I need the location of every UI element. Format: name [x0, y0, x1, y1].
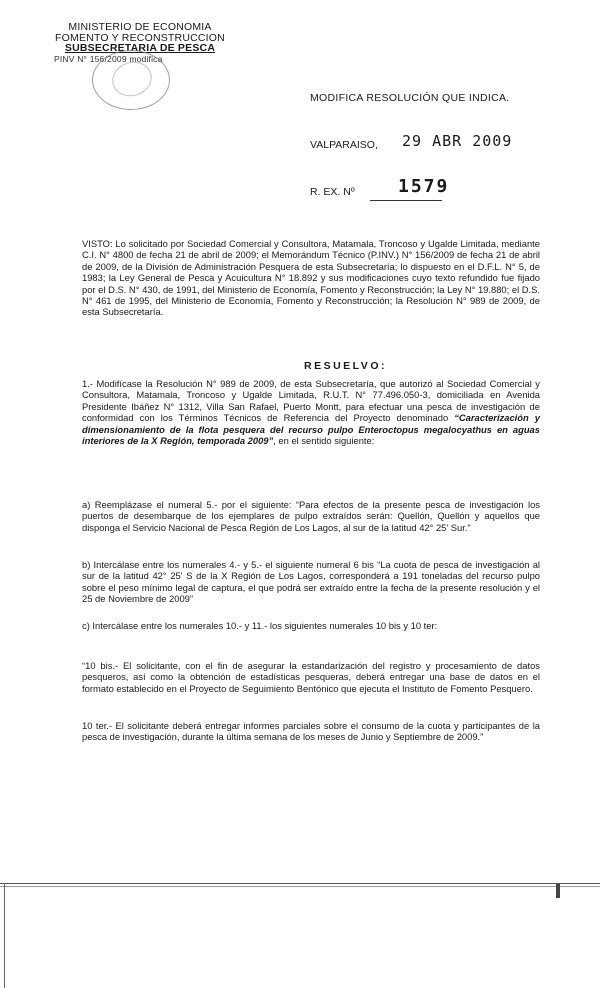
project-title: “Caracterización y dimensionamiento de la flota pesquera del recurso pulpo Enteroctopus megalocyathus en aguas interiores de la X Región, temporada 2009”: [82, 412, 540, 447]
item-a-paragraph: a) Reemplázase el numeral 5.- por el siguiente: “Para efectos de la presente pesca de investigación los puertos de desembarque de los ejemplares de pulpo extraídos serán: Quellón, Quellón y aquellos que disponga el Servicio Nacional de Pesca Región de Los Lagos, al sur de la latitud 42° 25' Sur.”: [82, 499, 540, 533]
item-c-paragraph: c) Intercálase entre los numerales 10.- y 11.- los siguientes numerales 10 bis y 10 ter:: [82, 620, 438, 631]
item-b-paragraph: b) Intercálase entre los numerales 4.- y 5.- el siguiente numeral 6 bis “La cuota de pesca de investigación al sur de la latitud 42° 25' S de la X Región de Los Lagos, corresponderá a 191 toneladas del recurso pulpo sobre el peso mínimo legal de captura, el que podrá ser extraído entre la fecha de la presente resolución y el 25 de Noviembre de 2009”: [82, 559, 540, 605]
ministry-line: MINISTERIO DE ECONOMIA: [68, 21, 212, 33]
numeral-10-ter: 10 ter.- El solicitante deberá entregar informes parciales sobre el consumo de la cuota y participantes de la pesca de investigación, durante la última semana de los meses de Junio y Septiembre de 2009.”: [82, 720, 540, 743]
resuelvo-heading: RESUELVO:: [304, 360, 387, 372]
visto-paragraph: VISTO: Lo solicitado por Sociedad Comercial y Consultora, Matamala, Troncoso y Ugalde Limitada, mediante C.I. N° 4800 de fecha 21 de abril de 2009; el Memorándum Técnico (P.INV.) N° 156/2009 de fecha 21 de abril de 2009, de la División de Administración Pesquera de esta Subsecretaría; lo dispuesto en el D.F.L. N° 5, de 1983; la Ley General de Pesca y Acuicultura N° 18.892 y sus modificaciones cuyo texto refundido fue fijado por el D.S. N° 430, de 1991, del Ministerio de Economía, Fomento y Reconstrucción; la Ley N° 19.880; el D.S. N° 461 de 1995, del Ministerio de Economía, Fomento y Reconstrucción; la Resolución N° 989 de 2009, de esta Subsecretaría.: [82, 238, 540, 318]
rex-label: R. EX. Nº: [310, 186, 355, 198]
article-1-text: 1.- Modifícase la Resolución N° 989 de 2009, de esta Subsecretaría, que autorizó al Sociedad Comercial y Consultora, Matamala, Troncoso y Ugalde Limitada, R.U.T. N° 77.496.050-3, domiciliada en Avenida Presidente Ibáñez N° 1312, Villa San Rafael, Puerto Montt, para efectuar una pesca de investigación de conformidad con los Términos Técnicos de Referencia del Proyecto denominado: [82, 378, 540, 424]
document-subject: MODIFICA RESOLUCIÓN QUE INDICA.: [310, 92, 510, 104]
subsecretaria-line: SUBSECRETARIA DE PESCA: [64, 42, 216, 54]
article-1-tail: , en el sentido siguiente:: [273, 435, 375, 447]
numeral-10-bis: “10 bis.- El solicitante, con el fin de asegurar la estandarización del registro y procesamiento de datos pesqueros, así como la obtención de estadísticas pesqueras, deberá entregar una base de datos en el formato establecido en el Proyecto de Seguimiento Bentónico que ejecuta el Instituto de Fomento Pesquero.: [82, 660, 540, 694]
scan-mark: [556, 884, 560, 898]
scan-edge-line: [0, 883, 600, 884]
rex-underline: [370, 200, 442, 201]
ministry-line-2: FOMENTO Y RECONSTRUCCION: [55, 31, 225, 44]
rex-number: 1579: [398, 176, 450, 197]
scan-edge-line-2: [0, 886, 600, 887]
place-label: VALPARAISO,: [310, 139, 378, 151]
pinv-reference: PINV N° 156/2009 modifica: [54, 53, 163, 64]
date-stamp: 29 ABR 2009: [402, 132, 513, 150]
scan-edge-vertical: [4, 883, 5, 988]
article-1-paragraph: [82, 378, 540, 446]
